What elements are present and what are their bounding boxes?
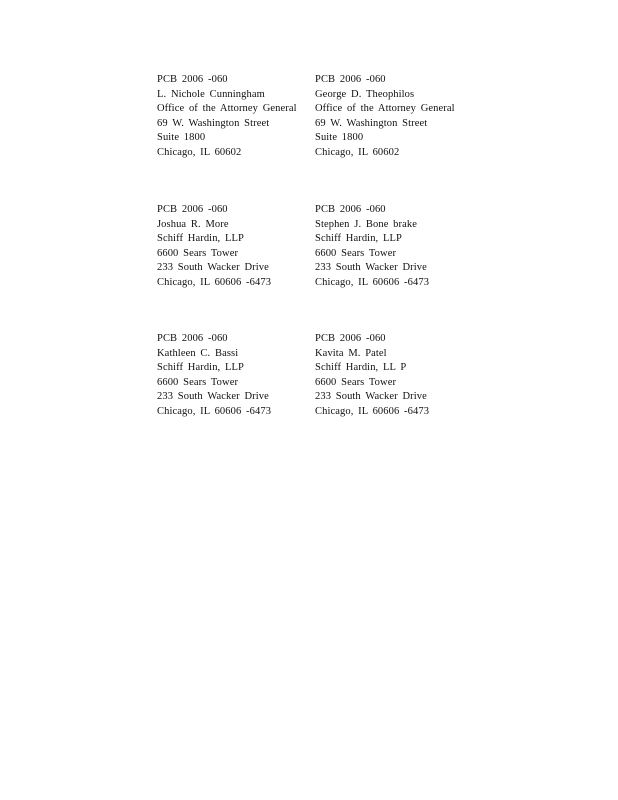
mailing-label-more [157, 203, 307, 290]
building: 6600 Sears Tower [157, 376, 239, 388]
mailing-label-patel [315, 332, 465, 419]
organization: Schiff Hardin, LLP [315, 233, 402, 244]
case-number: PCB 2006 -060 [315, 333, 386, 344]
mailing-label-theophilos [315, 73, 465, 160]
organization: Office of the Attorney General [157, 103, 297, 114]
street-address: 233 South Wacker Drive [315, 391, 427, 402]
street-address: 233 South Wacker Drive [157, 262, 269, 273]
city-state-zip: Chicago, IL 60606 -6473 [315, 276, 430, 288]
city-state-zip: Chicago, IL 60606 -6473 [157, 276, 272, 288]
recipient-name: Kathleen C. Bassi [157, 347, 239, 359]
street-address: 233 South Wacker Drive [157, 391, 269, 402]
organization: Office of the Attorney General [315, 103, 455, 114]
street-address: 69 W. Washington Street [315, 117, 428, 129]
city-state-zip: Chicago, IL 60606 -6473 [157, 405, 272, 417]
city-state-zip: Chicago, IL 60602 [315, 146, 400, 158]
building: 6600 Sears Tower [315, 376, 397, 388]
recipient-name: Joshua R. More [157, 218, 229, 230]
mailing-label-bassi [157, 332, 307, 419]
building: 6600 Sears Tower [157, 247, 239, 259]
mailing-label-bonebrake [315, 203, 465, 290]
case-number: PCB 2006 -060 [157, 204, 228, 215]
recipient-name: Kavita M. Patel [315, 347, 387, 359]
case-number: PCB 2006 -060 [315, 204, 386, 215]
organization: Schiff Hardin, LLP [157, 233, 244, 244]
street-address: 69 W. Washington Street [157, 117, 270, 129]
suite: Suite 1800 [157, 132, 206, 143]
recipient-name: L. Nichole Cunningham [157, 88, 265, 100]
case-number: PCB 2006 -060 [315, 74, 386, 85]
city-state-zip: Chicago, IL 60606 -6473 [315, 405, 430, 417]
city-state-zip: Chicago, IL 60602 [157, 146, 242, 158]
case-number: PCB 2006 -060 [157, 333, 228, 344]
recipient-name: Stephen J. Bone brake [315, 218, 417, 230]
building: 6600 Sears Tower [315, 247, 397, 259]
mailing-label-cunningham [157, 73, 307, 160]
case-number: PCB 2006 -060 [157, 74, 228, 85]
street-address: 233 South Wacker Drive [315, 262, 427, 273]
recipient-name: George D. Theophilos [315, 88, 415, 100]
organization: Schiff Hardin, LLP [157, 362, 244, 373]
organization: Schiff Hardin, LL P [315, 362, 407, 373]
suite: Suite 1800 [315, 132, 364, 143]
